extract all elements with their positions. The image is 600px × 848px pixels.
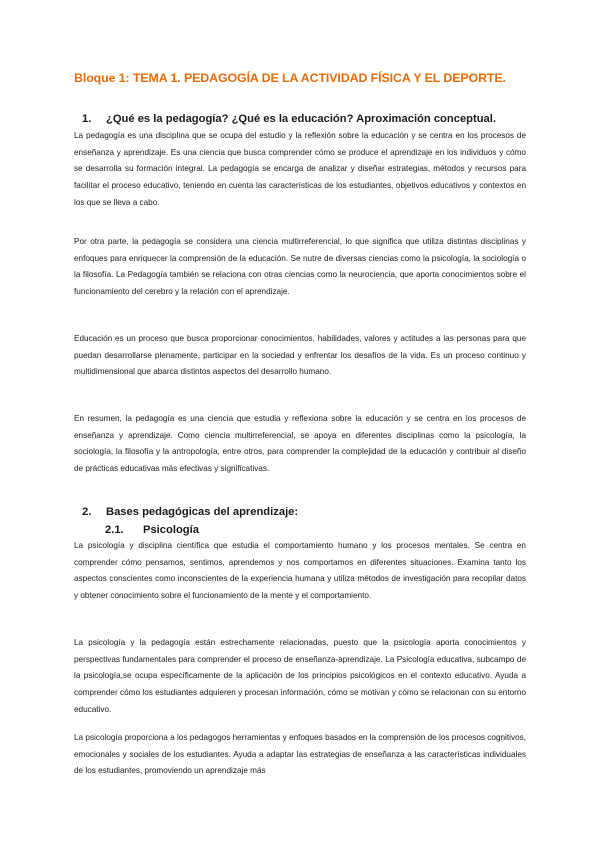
section-1-title: ¿Qué es la pedagogía? ¿Qué es la educación? Aproximación conceptual.: [106, 113, 496, 125]
paragraph-educacion: Educación es un proceso que busca proporcionar conocimientos, habilidades, valores y actitudes a las personas para que puedan desarrollarse plenamente, participar en la sociedad y enfrentar los desafíos de la vida. Es un proceso continuo y multidimensional que abarca distintos aspectos del desarrollo humano.: [74, 334, 526, 377]
section-2-number: 2.: [82, 506, 92, 518]
paragraph-multirreferencial: Por otra parte, la pedagogía se considera una ciencia multirreferencial, lo que significa que utiliza distintas disciplinas y enfoques para enriquecer la comprensión de la educación. Se nutre de diversas ciencias como la psicología, la sociología o la filosofía. La Pedagogía también se relaciona con otras ciencias como la neurociencia, que aporta conocimientos sobre el funcionamiento del cerebro y la relación con el aprendizaje.: [74, 237, 526, 296]
paragraph-psicologia-herramientas: La psicología proporciona a los pedagogos herramientas y enfoques basados en la comprensión de los procesos cognitivos, emocionales y sociales de los estudiantes. Ayuda a adaptar las estrategias de enseñanza a las características individuales de los estudiantes, promoviendo un aprendizaje más: [74, 733, 526, 776]
paragraph-psicologia-pedagogia: La psicología y la pedagogía están estrechamente relacionadas, puesto que la psicología aporta conocimientos y perspectivas fundamentales para comprender el proceso de enseñanza-aprendizaje. La Psicología educativa, subcampo de la psicología,se ocupa específicamente de la aplicación de los principios psicológicos en el contexto educativo. Ayuda a comprender cómo los estudiantes adquieren y procesan información, cómo se motivan y cómo se relacionan con su entorno educativo.: [74, 638, 526, 714]
paragraph-resumen: En resumen, la pedagogía es una ciencia que estudia y reflexiona sobre la educación y se centra en los procesos de enseñanza y aprendizaje. Como ciencia multirreferencial, se apoya en diferentes disciplinas como la psicología, la sociología, la filosofía y la antropología, entre otros, para comprender la complejidad de la educación y contribuir al diseño de prácticas educativas más efectivas y significativas.: [74, 414, 526, 473]
section-1-number: 1.: [82, 113, 92, 125]
subsection-2-1-title: Psicología: [143, 524, 199, 536]
paragraph-psicologia-definition: La psicología y disciplina científica que estudia el comportamiento humano y los procesos mentales. Se centra en comprender cómo pensamos, sentimos, aprendemos y nos comportamos en diferentes situaciones. Examina tanto los aspectos conscientes como inconscientes de la experiencia humana y utiliza métodos de investigación para recopilar datos y obtener conocimiento sobre el funcionamiento de la mente y el comportamiento.: [74, 541, 526, 600]
document-title: Bloque 1: TEMA 1. PEDAGOGÍA DE LA ACTIVIDAD FÍSICA Y EL DEPORTE.: [74, 71, 506, 85]
paragraph-pedagogia-definition: La pedagogía es una disciplina que se ocupa del estudio y la reflexión sobre la educación y se centra en los procesos de enseñanza y aprendizaje. Es una ciencia que busca comprender cómo se produce el aprendizaje en los individuos y cómo se desarrolla su formación integral. La pedagogía se encarga de analizar y diseñar estrategias, métodos y recursos para facilitar el proceso educativo, teniendo en cuenta las características de los estudiantes, objetivos educativos y contextos en los que se lleva a cabo.: [74, 131, 526, 207]
section-2-title: Bases pedagógicas del aprendizaje:: [106, 506, 299, 518]
subsection-2-1-number: 2.1.: [105, 524, 124, 536]
